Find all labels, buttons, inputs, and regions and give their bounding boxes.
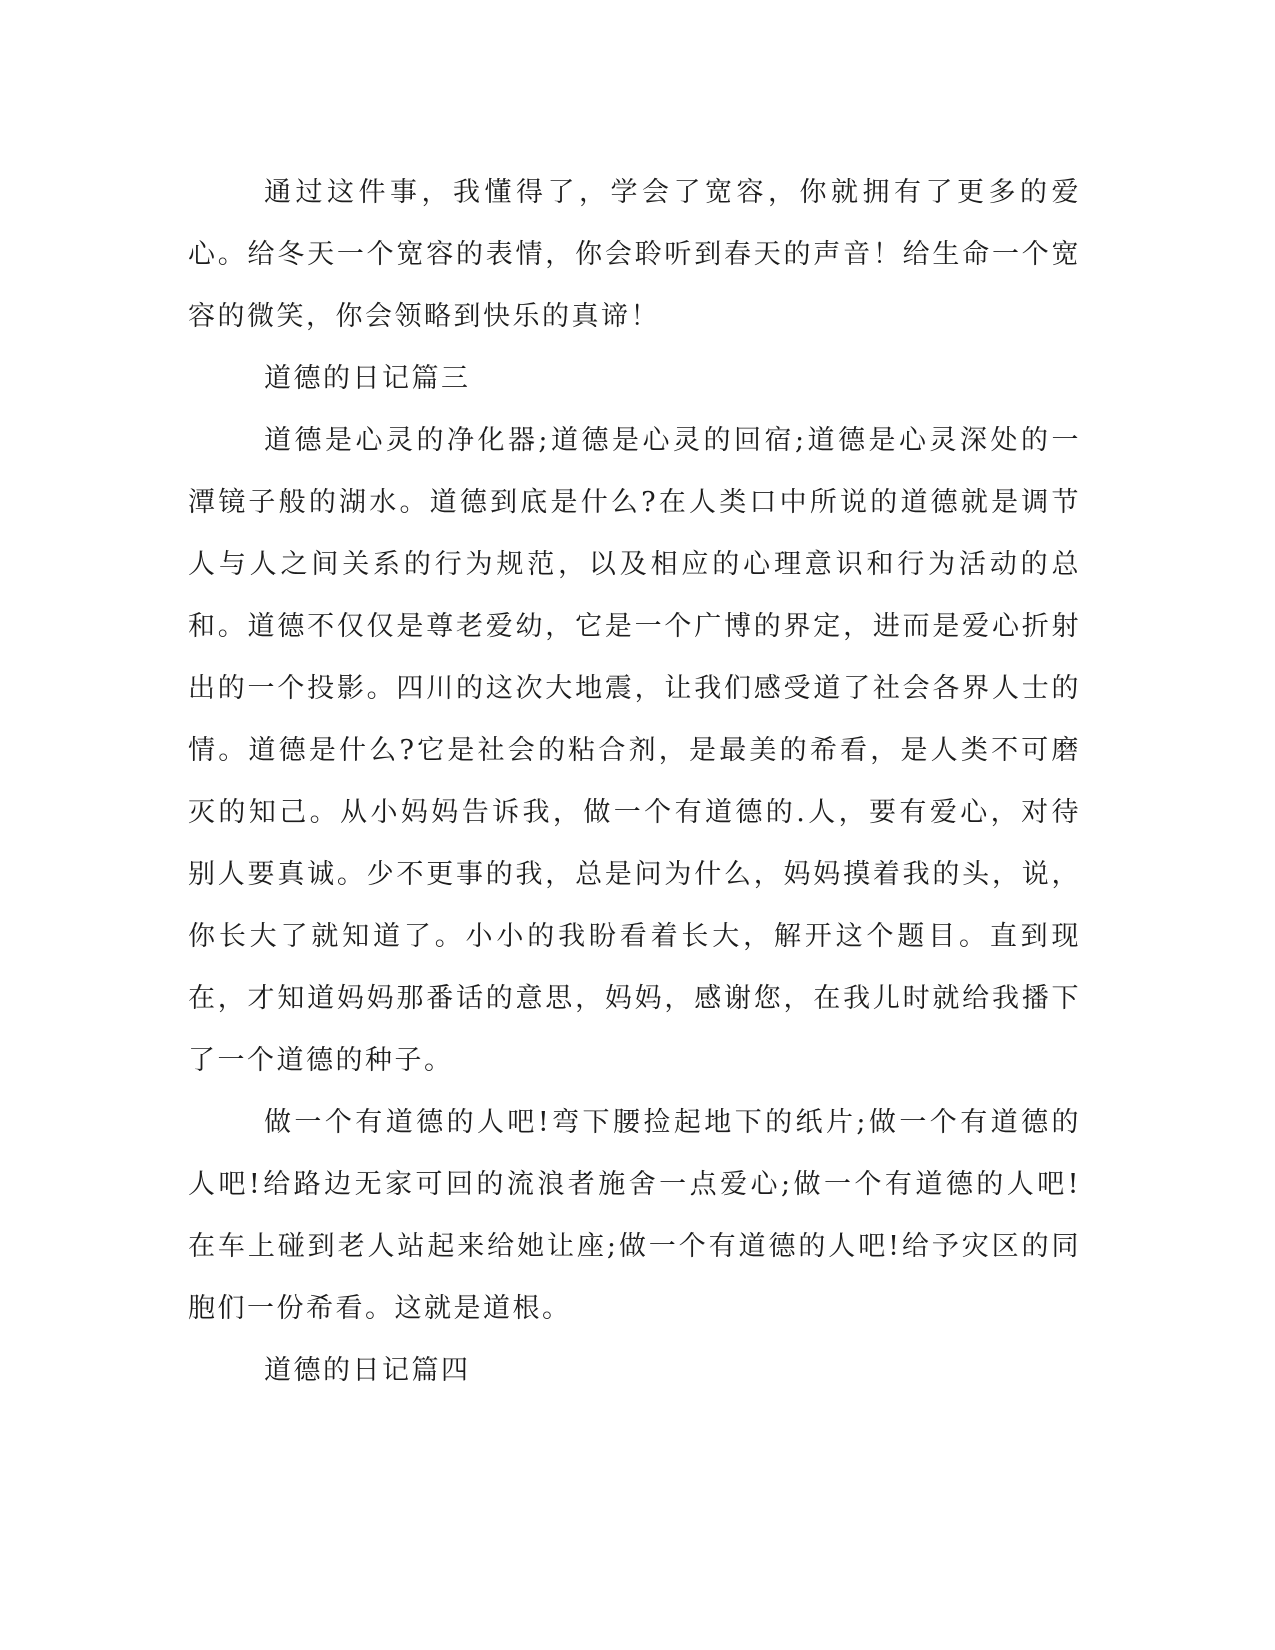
document-body [188, 162, 1081, 1402]
paragraph-forgiveness-conclusion: 通过这件事，我懂得了，学会了宽容，你就拥有了更多的爱心。给冬天一个宽容的表情，你会聆听到春天的声音！给生命一个宽容的微笑，你会领略到快乐的真谛！ [188, 177, 1081, 332]
section-heading-part-three: 道德的日记篇三 [264, 363, 471, 394]
paragraph-be-a-moral-person: 做一个有道德的人吧!弯下腰捡起地下的纸片;做一个有道德的人吧!给路边无家可回的流浪者施舍一点爱心;做一个有道德的人吧!在车上碰到老人站起来给她让座;做一个有道德的人吧!给予灾区的同胞们一份希看。这就是道根。 [188, 1107, 1081, 1324]
paragraph-what-is-morality: 道德是心灵的净化器;道德是心灵的回宿;道德是心灵深处的一潭镜子般的湖水。道德到底是什么?在人类口中所说的道德就是调节人与人之间关系的行为规范，以及相应的心理意识和行为活动的总和。道德不仅仅是尊老爱幼，它是一个广博的界定，进而是爱心折射出的一个投影。四川的这次大地震，让我们感受道了社会各界人士的情。道德是什么?它是社会的粘合剂，是最美的希看，是人类不可磨灭的知己。从小妈妈告诉我，做一个有道德的.人，要有爱心，对待别人要真诚。少不更事的我，总是问为什么，妈妈摸着我的头，说，你长大了就知道了。小小的我盼看着长大，解开这个题目。直到现在，才知道妈妈那番话的意思，妈妈，感谢您，在我儿时就给我播下了一个道德的种子。 [188, 425, 1081, 1076]
section-heading-part-four: 道德的日记篇四 [264, 1355, 471, 1386]
